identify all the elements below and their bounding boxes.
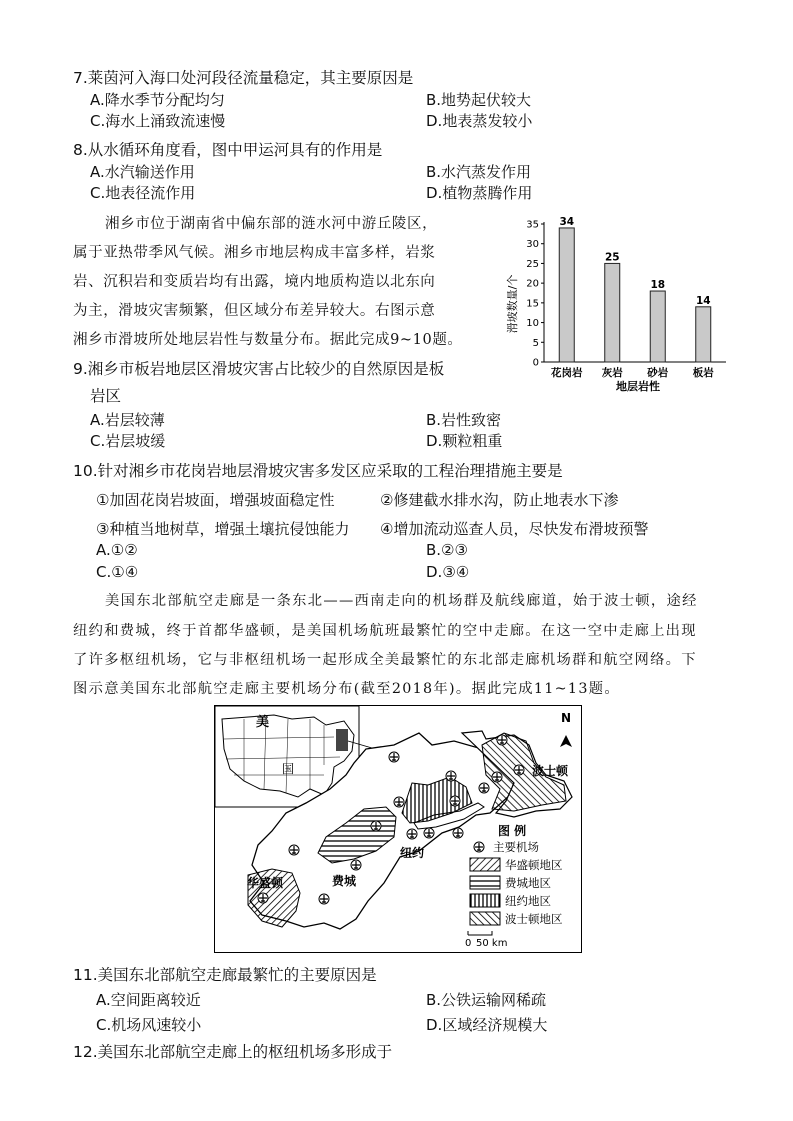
q7-stem: 7.莱茵河入海口处河段径流量稳定，其主要原因是	[73, 69, 414, 87]
legend-label-airport: 主要机场	[493, 840, 539, 854]
q11-stem: 11.美国东北部航空走廊最繁忙的主要原因是	[73, 966, 377, 984]
passage1-line-3: 岩、沉积岩和变质岩均有出露，境内地质构造以北东向	[73, 274, 436, 290]
city-label-washington: 华盛顿	[247, 876, 284, 890]
q10-item-3: ③种植当地树草，增强土壤抗侵蚀能力	[96, 520, 350, 538]
chart-category-label: 花岗岩	[551, 367, 583, 379]
airport-icon	[371, 821, 381, 831]
chart-y-tick-label: 35	[526, 219, 539, 231]
q9-stem-line-2: 岩区	[90, 387, 122, 405]
q10-item-2: ②修建截水排水沟，防止地表水下渗	[380, 491, 619, 509]
airport-icon	[407, 829, 417, 839]
scale-zero: 0	[465, 938, 472, 949]
q8-option-a: A.水汽输送作用	[90, 163, 195, 181]
chart-value-label: 34	[559, 215, 575, 228]
q8-option-c: C.地表径流作用	[90, 184, 196, 202]
chart-value-label: 25	[604, 251, 620, 264]
q11-option-a: A.空间距离较近	[96, 991, 201, 1009]
chart-y-axis-title: 滑坡数量/个	[506, 274, 519, 334]
q7-option-a: A.降水季节分配均匀	[90, 91, 225, 109]
q11-option-d: D.区域经济规模大	[426, 1016, 548, 1034]
passage1-line-4: 为主，滑坡灾害频繁，但区域分布差异较大。右图示意	[73, 303, 436, 319]
q10-option-c: C.①④	[96, 563, 139, 581]
airport-icon	[389, 752, 399, 762]
airport-icon	[514, 765, 524, 775]
q10-item-1: ①加固花岗岩坡面，增强坡面稳定性	[96, 491, 335, 509]
airport-icon	[453, 828, 463, 838]
passage1-line-1: 湘乡市位于湖南省中偏东部的涟水河中游丘陵区，	[105, 216, 438, 232]
city-label-philadelphia: 费城	[332, 874, 357, 888]
chart-category-label: 灰岩	[601, 367, 623, 379]
airport-icon	[492, 772, 502, 782]
q11-option-c: C.机场风速较小	[96, 1016, 202, 1034]
q8-stem: 8.从水循环角度看，图中甲运河具有的作用是	[73, 141, 383, 159]
chart-y-tick-label: 15	[526, 298, 539, 310]
legend-label-newyork: 纽约地区	[505, 894, 551, 908]
city-label-newyork: 纽约	[400, 846, 425, 860]
q10-option-d: D.③④	[426, 563, 470, 581]
q7-option-c: C.海水上涌致流速慢	[90, 112, 226, 130]
inset-label-guo: 国	[282, 762, 295, 776]
q9-option-d: D.颗粒粗重	[426, 432, 503, 450]
chart-bar	[696, 307, 711, 362]
q7-option-d: D.地表蒸发较小	[426, 112, 533, 130]
northeast-corridor-map	[214, 705, 582, 953]
airport-icon	[351, 860, 361, 870]
airport-icon	[479, 783, 489, 793]
airport-icon	[497, 735, 507, 745]
chart-y-tick-label: 10	[526, 318, 539, 330]
chart-bar	[559, 228, 574, 362]
legend-title: 图 例	[498, 824, 527, 838]
q10-option-b: B.②③	[426, 541, 468, 559]
q10-item-4: ④增加流动巡查人员，尽快发布滑坡预警	[380, 520, 649, 538]
airport-icon	[446, 771, 456, 781]
chart-x-axis-title: 地层岩性	[616, 380, 660, 393]
chart-bar	[650, 291, 665, 362]
chart-y-tick-label: 25	[526, 258, 539, 270]
airport-icon	[289, 845, 299, 855]
legend-label-philadelphia: 费城地区	[505, 876, 551, 890]
airport-icon	[319, 894, 329, 904]
q7-option-b: B.地势起伏较大	[426, 91, 532, 109]
passage2-line-4: 图示意美国东北部航空走廊主要机场分布(截至2018年)。据此完成11~13题。	[73, 681, 620, 697]
passage2-line-3: 了许多枢纽机场，它与非枢纽机场一起形成全美最繁忙的东北部走廊机场群和航空网络。下	[73, 652, 697, 668]
chart-y-tick-label: 5	[532, 337, 539, 349]
airport-icon	[394, 797, 404, 807]
airport-icon	[424, 828, 434, 838]
north-label: N	[561, 711, 572, 725]
q9-option-a: A.岩层较薄	[90, 411, 165, 429]
airport-icon	[450, 796, 460, 806]
airport-icon	[474, 842, 484, 852]
chart-value-label: 14	[695, 294, 711, 307]
airport-icon	[258, 893, 268, 903]
q9-stem-line-1: 9.湘乡市板岩地层区滑坡灾害占比较少的自然原因是板	[73, 360, 445, 378]
q9-option-b: B.岩性致密	[426, 411, 502, 429]
legend-label-boston: 波士顿地区	[505, 912, 563, 926]
inset-label-mei: 美	[256, 715, 270, 730]
landslide-bar-chart	[498, 212, 738, 397]
legend-label-washington: 华盛顿地区	[505, 858, 563, 872]
q11-option-b: B.公铁运输网稀疏	[426, 991, 547, 1009]
chart-category-label: 板岩	[692, 367, 714, 379]
q12-stem: 12.美国东北部航空走廊上的枢纽机场多形成于	[73, 1043, 393, 1061]
chart-bar	[605, 263, 620, 362]
chart-y-tick-label: 30	[526, 239, 539, 251]
passage2-line-1: 美国东北部航空走廊是一条东北——西南走向的机场群及航线廊道，始于波士顿，途经	[105, 593, 698, 609]
passage1-line-5: 湘乡市滑坡所处地层岩性与数量分布。据此完成9~10题。	[73, 332, 463, 348]
chart-y-tick-label: 0	[532, 357, 539, 369]
q8-option-d: D.植物蒸腾作用	[426, 184, 533, 202]
q10-stem: 10.针对湘乡市花岗岩地层滑坡灾害多发区应采取的工程治理措施主要是	[73, 462, 563, 480]
passage2-line-2: 纽约和费城，终于首都华盛顿，是美国机场航班最繁忙的空中走廊。在这一空中走廊上出现	[73, 623, 697, 639]
city-label-boston: 波士顿	[532, 764, 569, 778]
scale-label: 50 km	[476, 938, 508, 949]
chart-value-label: 18	[650, 279, 666, 292]
passage1-line-2: 属于亚热带季风气候。湘乡市地层构成丰富多样，岩浆	[73, 245, 436, 261]
q9-option-c: C.岩层坡缓	[90, 432, 166, 450]
chart-category-label: 砂岩	[647, 367, 669, 379]
q10-option-a: A.①②	[96, 541, 138, 559]
q8-option-b: B.水汽蒸发作用	[426, 163, 532, 181]
chart-y-tick-label: 20	[526, 278, 539, 290]
